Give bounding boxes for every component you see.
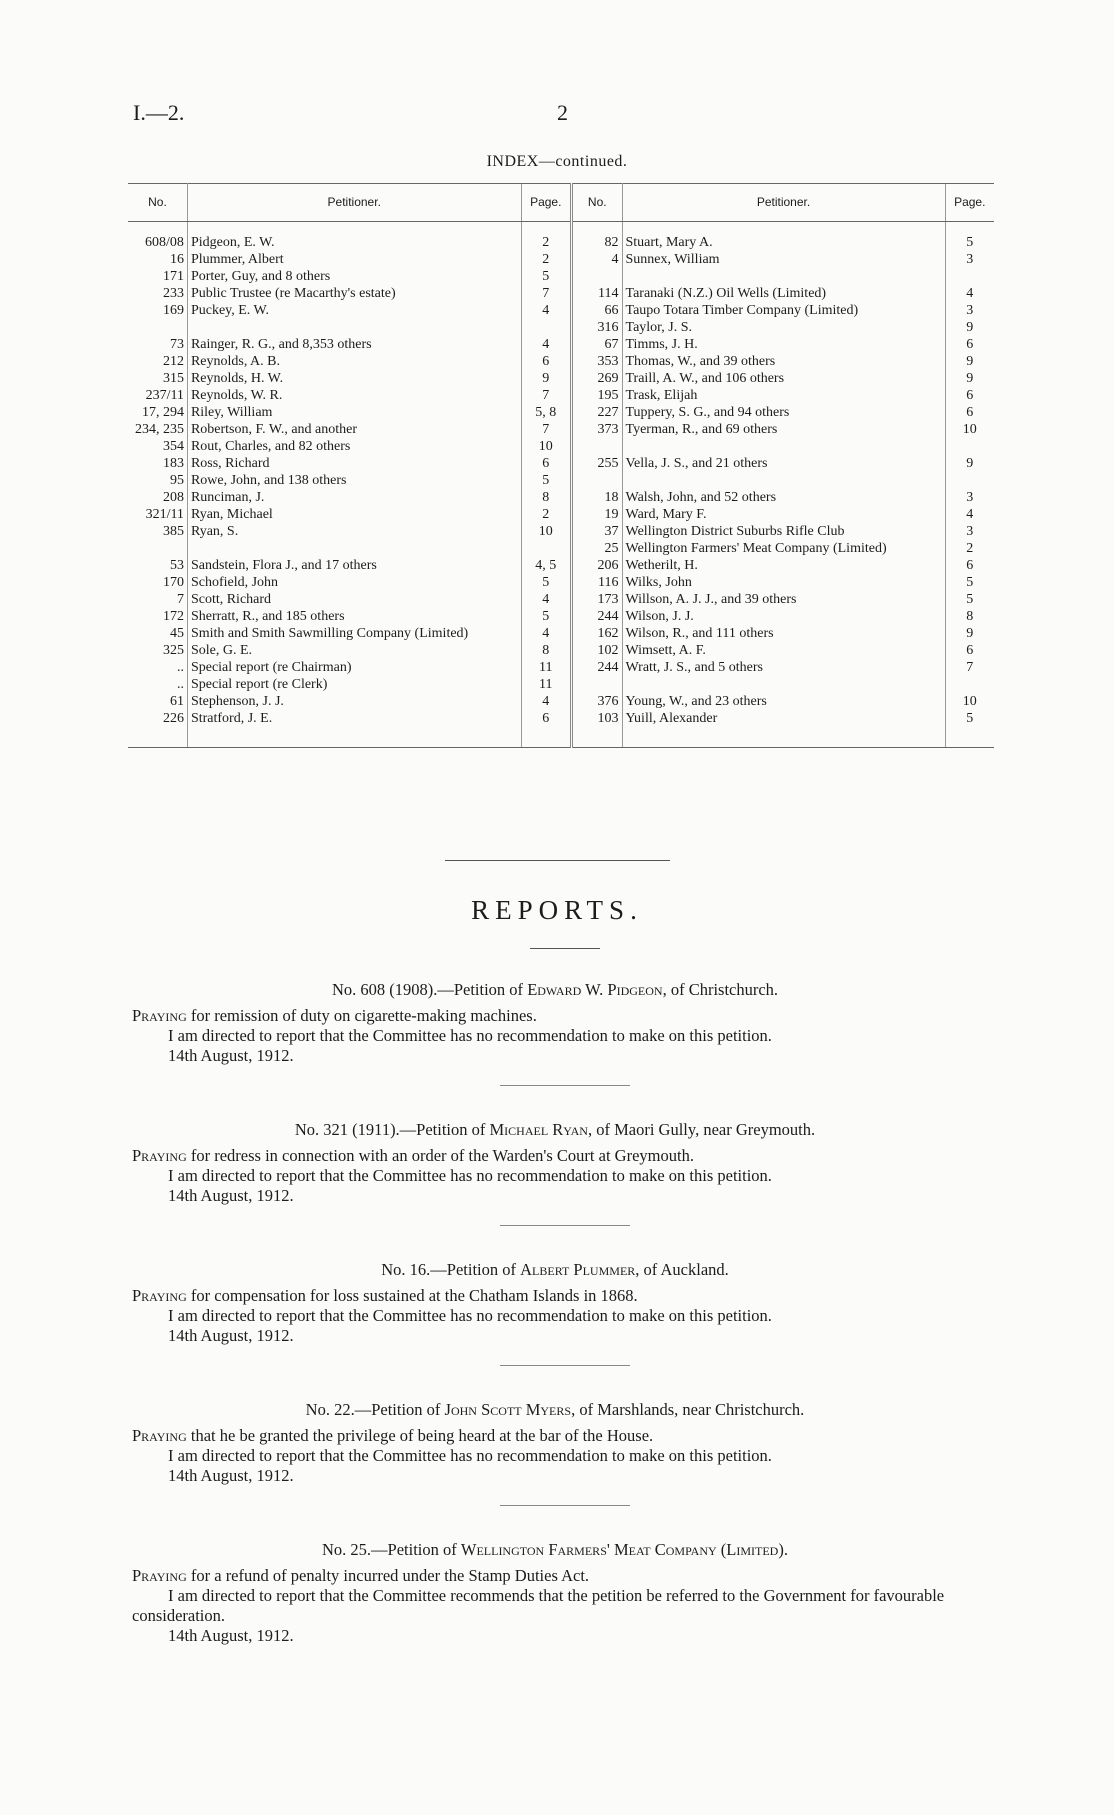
entry-page: 2 — [521, 506, 572, 523]
entry-number: 376 — [572, 693, 623, 710]
committee-report: I am directed to report that the Committee has no recommendation to make on this petition. — [168, 1446, 772, 1465]
petitioner-name — [622, 268, 945, 285]
petitioner-name: Sherratt, R., and 185 others — [190, 609, 345, 624]
index-row — [128, 506, 994, 523]
entry-number: 173 — [572, 591, 623, 608]
entry-page — [521, 540, 572, 557]
index-row — [128, 608, 994, 625]
petitioner-name — [187, 319, 521, 336]
entry-page: 4, 5 — [521, 557, 572, 574]
index-table — [128, 183, 994, 748]
entry-number: 244 — [572, 608, 623, 625]
entry-number: 95 — [128, 472, 187, 489]
petitioner-name: Sole, G. E. — [190, 643, 252, 658]
praying-text — [132, 1286, 978, 1306]
entry-number: 73 — [128, 336, 187, 353]
petition-title — [132, 1120, 978, 1140]
petition-location: , of Maori Gully, near Greymouth. — [587, 1120, 816, 1139]
entry-number: 206 — [572, 557, 623, 574]
petitioner-name: Albert Plummer — [520, 1260, 636, 1279]
entry-number: 183 — [128, 455, 187, 472]
entry-page: 2 — [945, 540, 994, 557]
petitioner-name: Willson, A. J. J., and 39 others — [625, 592, 797, 607]
col-petitioner-left: Petitioner. — [187, 184, 521, 222]
report-date: 14th August, 1912. — [168, 1466, 294, 1485]
petitioner-name: Yuill, Alexander — [622, 710, 945, 748]
entry-page: 5, 8 — [521, 404, 572, 421]
entry-page: 7 — [521, 285, 572, 302]
petitioner-name: Rout, Charles, and 82 others — [190, 439, 351, 454]
petitioner-name: Walsh, John, and 52 others — [625, 490, 777, 505]
petition-number: No. 22.—Petition of — [305, 1400, 445, 1419]
entry-page: 7 — [521, 387, 572, 404]
petitioner-name: Tuppery, S. G., and 94 others — [625, 405, 790, 420]
index-row — [128, 557, 994, 574]
petitioner-name: Pidgeon, E. W. — [190, 235, 275, 250]
col-no-left: No. — [128, 184, 187, 222]
entry-number — [572, 472, 623, 489]
index-row — [128, 222, 994, 252]
entry-page: 10 — [945, 693, 994, 710]
index-row — [128, 659, 994, 676]
praying-body: that he be granted the privilege of being heard at the bar of the House. — [186, 1426, 654, 1445]
petitioner-name: Riley, William — [190, 405, 273, 420]
entry-page: 5 — [945, 710, 994, 748]
petitioner-name: Porter, Guy, and 8 others — [190, 269, 331, 284]
entry-number — [572, 438, 623, 455]
committee-report: I am directed to report that the Committee has no recommendation to make on this petition. — [168, 1306, 772, 1325]
entry-number: 169 — [128, 302, 187, 319]
index-row — [128, 336, 994, 353]
petitioner-name: Thomas, W., and 39 others — [625, 354, 776, 369]
entry-number: 37 — [572, 523, 623, 540]
petition-report — [132, 1260, 978, 1346]
entry-number: 18 — [572, 489, 623, 506]
entry-page: 8 — [945, 608, 994, 625]
entry-page: 9 — [945, 319, 994, 336]
petitioner-name: Special report (re Chairman) — [190, 660, 352, 675]
petitioner-name: Public Trustee (re Macarthy's estate) — [190, 286, 396, 301]
entry-page: 4 — [521, 693, 572, 710]
petitioner-name: Wellington Farmers' Meat Company (Limited) — [625, 541, 887, 556]
petition-number: No. 25.—Petition of — [322, 1540, 461, 1559]
petition-divider — [500, 1085, 630, 1086]
petitioner-name: Ross, Richard — [190, 456, 270, 471]
index-row — [128, 523, 994, 540]
entry-number: 212 — [128, 353, 187, 370]
index-row — [128, 387, 994, 404]
entry-page: 6 — [945, 557, 994, 574]
entry-number: 321/11 — [128, 506, 187, 523]
petitioner-name: Stephenson, J. J. — [190, 694, 284, 709]
entry-number — [128, 540, 187, 557]
petition-location: . — [783, 1540, 788, 1559]
col-no-right: No. — [572, 184, 623, 222]
entry-page: 4 — [521, 302, 572, 319]
index-row — [128, 676, 994, 693]
praying-text — [132, 1006, 978, 1026]
petitioner-name: Traill, A. W., and 106 others — [625, 371, 785, 386]
index-row — [128, 591, 994, 608]
petitioner-name: Wellington Farmers' Meat Company (Limited) — [460, 1540, 784, 1559]
entry-page: 7 — [945, 659, 994, 676]
petitioner-name: Ryan, S. — [190, 524, 239, 539]
entry-page: 7 — [521, 421, 572, 438]
entry-page: 10 — [945, 421, 994, 438]
petitioner-name — [622, 472, 945, 489]
entry-number: 61 — [128, 693, 187, 710]
reports-heading: REPORTS. — [471, 895, 643, 925]
entry-number: 325 — [128, 642, 187, 659]
entry-number: 4 — [572, 251, 623, 268]
petition-number: No. 321 (1911).—Petition of — [294, 1120, 490, 1139]
entry-number: 244 — [572, 659, 623, 676]
petitioner-name: Edward W. Pidgeon — [527, 980, 663, 999]
praying-body: for compensation for loss sustained at the Chatham Islands in 1868. — [186, 1286, 638, 1305]
entry-page: 6 — [945, 642, 994, 659]
petitioner-name: Rowe, John, and 138 others — [190, 473, 347, 488]
praying-text — [132, 1146, 978, 1166]
entry-number — [572, 268, 623, 285]
entry-page: 5 — [521, 574, 572, 591]
index-title: INDEX—continued. — [486, 153, 628, 170]
petitioner-name: Wilson, J. J. — [625, 609, 694, 624]
praying-word: Praying — [132, 1426, 187, 1445]
index-row — [128, 693, 994, 710]
entry-page: 4 — [945, 506, 994, 523]
entry-page: 9 — [945, 370, 994, 387]
petition-title — [132, 1540, 978, 1560]
report-date: 14th August, 1912. — [168, 1626, 294, 1645]
entry-number: 227 — [572, 404, 623, 421]
praying-word: Praying — [132, 1286, 187, 1305]
entry-page: 6 — [945, 336, 994, 353]
index-row — [128, 268, 994, 285]
entry-number: 114 — [572, 285, 623, 302]
petitioner-name: Smith and Smith Sawmilling Company (Limited) — [190, 626, 469, 641]
entry-page: 4 — [945, 285, 994, 302]
petitioner-name: Reynolds, W. R. — [190, 388, 283, 403]
entry-number: 353 — [572, 353, 623, 370]
praying-body: for remission of duty on cigarette-making machines. — [186, 1006, 537, 1025]
index-row — [128, 472, 994, 489]
entry-page: 5 — [945, 574, 994, 591]
entry-number: 162 — [572, 625, 623, 642]
index-row — [128, 251, 994, 268]
entry-page: 4 — [521, 336, 572, 353]
petitioner-name: Trask, Elijah — [625, 388, 698, 403]
entry-number: 269 — [572, 370, 623, 387]
petition-title — [132, 1400, 978, 1420]
petition-report — [132, 1120, 978, 1206]
index-row — [128, 285, 994, 302]
praying-word: Praying — [132, 1006, 187, 1025]
petitioner-name: Michael Ryan — [489, 1120, 588, 1139]
entry-page: 5 — [945, 222, 994, 252]
petitioner-name: Ryan, Michael — [190, 507, 273, 522]
petition-report — [132, 1540, 978, 1646]
entry-number: 25 — [572, 540, 623, 557]
committee-report: I am directed to report that the Committee has no recommendation to make on this petition. — [168, 1026, 772, 1045]
entry-page: 9 — [945, 455, 994, 472]
petitioner-name: Wetherilt, H. — [625, 558, 698, 573]
index-row — [128, 438, 994, 455]
entry-number: 16 — [128, 251, 187, 268]
entry-page: 5 — [945, 591, 994, 608]
entry-number: .. — [128, 659, 187, 676]
entry-page: 2 — [521, 251, 572, 268]
entry-number: 53 — [128, 557, 187, 574]
petition-location: , of Marshlands, near Christchurch. — [571, 1400, 805, 1419]
entry-page: 3 — [945, 302, 994, 319]
petition-divider — [500, 1225, 630, 1226]
entry-page: 9 — [945, 353, 994, 370]
index-row — [128, 574, 994, 591]
petitioner-name: Reynolds, A. B. — [190, 354, 281, 369]
index-row — [128, 489, 994, 506]
entry-page: 6 — [521, 353, 572, 370]
petitioner-name: Wellington District Suburbs Rifle Club — [625, 524, 845, 539]
petitioner-name: Plummer, Albert — [190, 252, 284, 267]
petitioner-name: Sandstein, Flora J., and 17 others — [190, 558, 377, 573]
entry-number: 45 — [128, 625, 187, 642]
petition-location: , of Christchurch. — [662, 980, 779, 999]
petition-report — [132, 1400, 978, 1486]
entry-page: 3 — [945, 489, 994, 506]
divider-2 — [530, 948, 600, 949]
petition-report — [132, 980, 978, 1066]
entry-number: 116 — [572, 574, 623, 591]
entry-page: 4 — [521, 591, 572, 608]
divider-1 — [445, 860, 670, 861]
entry-page: 4 — [521, 625, 572, 642]
petitioner-name: Schofield, John — [190, 575, 279, 590]
petitioner-name: Taupo Totara Timber Company (Limited) — [625, 303, 859, 318]
petitioner-name: Wimsett, A. F. — [625, 643, 706, 658]
index-row — [128, 455, 994, 472]
index-header-row — [128, 184, 994, 222]
entry-number: 66 — [572, 302, 623, 319]
petition-number: No. 16.—Petition of — [381, 1260, 521, 1279]
entry-number: 170 — [128, 574, 187, 591]
index-row — [128, 404, 994, 421]
entry-number: 354 — [128, 438, 187, 455]
petitioner-name: Stratford, J. E. — [187, 710, 521, 748]
entry-page: 6 — [945, 404, 994, 421]
petitioner-name: Tyerman, R., and 69 others — [625, 422, 778, 437]
petitioner-name: Wilson, R., and 111 others — [625, 626, 774, 641]
committee-report: I am directed to report that the Committee has no recommendation to make on this petition. — [168, 1166, 772, 1185]
entry-page: 11 — [521, 676, 572, 693]
entry-page: 6 — [521, 710, 572, 748]
index-row — [128, 625, 994, 642]
entry-page: 3 — [945, 251, 994, 268]
entry-page — [945, 676, 994, 693]
index-row — [128, 421, 994, 438]
col-petitioner-right: Petitioner. — [622, 184, 945, 222]
entry-page: 11 — [521, 659, 572, 676]
entry-number: 226 — [128, 710, 187, 748]
praying-body: for redress in connection with an order of the Warden's Court at Greymouth. — [186, 1146, 694, 1165]
petitioner-name: Taylor, J. S. — [625, 320, 693, 335]
entry-page — [945, 268, 994, 285]
entry-page: 6 — [521, 455, 572, 472]
petition-divider — [500, 1505, 630, 1506]
petitioner-name: Puckey, E. W. — [190, 303, 269, 318]
entry-page: 10 — [521, 438, 572, 455]
committee-report: I am directed to report that the Committee recommends that the petition be referred to the Government for favourable consideration. — [132, 1586, 945, 1625]
entry-page: 6 — [945, 387, 994, 404]
praying-word: Praying — [132, 1566, 187, 1585]
entry-number — [572, 676, 623, 693]
entry-number: 171 — [128, 268, 187, 285]
entry-page — [945, 472, 994, 489]
petitioner-name: Scott, Richard — [190, 592, 272, 607]
page-number: 2 — [557, 100, 568, 125]
report-date: 14th August, 1912. — [168, 1186, 294, 1205]
entry-number: 82 — [572, 222, 623, 252]
index-row — [128, 710, 994, 748]
report-date: 14th August, 1912. — [168, 1326, 294, 1345]
petitioner-name: Runciman, J. — [190, 490, 265, 505]
petitioner-name: Timms, J. H. — [625, 337, 698, 352]
entry-number: 233 — [128, 285, 187, 302]
petitioner-name: Rainger, R. G., and 8,353 others — [190, 337, 372, 352]
petitioner-name: Reynolds, H. W. — [190, 371, 284, 386]
petitioner-name: Stuart, Mary A. — [625, 235, 713, 250]
entry-number: .. — [128, 676, 187, 693]
petitioner-name: Vella, J. S., and 21 others — [625, 456, 768, 471]
entry-page: 10 — [521, 523, 572, 540]
petitioner-name: Wilks, John — [625, 575, 692, 590]
praying-text — [132, 1426, 978, 1446]
entry-page: 9 — [521, 370, 572, 387]
entry-page: 5 — [521, 608, 572, 625]
petitioner-name: Taranaki (N.Z.) Oil Wells (Limited) — [625, 286, 827, 301]
petitioner-name — [622, 676, 945, 693]
entry-page: 8 — [521, 642, 572, 659]
petitioner-name: Young, W., and 23 others — [625, 694, 767, 709]
entry-number: 7 — [128, 591, 187, 608]
col-page-right: Page. — [945, 184, 994, 222]
index-row — [128, 370, 994, 387]
index-row — [128, 319, 994, 336]
entry-number: 19 — [572, 506, 623, 523]
entry-number: 208 — [128, 489, 187, 506]
entry-number: 608/08 — [128, 222, 187, 252]
entry-number: 172 — [128, 608, 187, 625]
entry-number: 315 — [128, 370, 187, 387]
index-body — [128, 222, 994, 748]
index-table-container — [128, 183, 994, 748]
index-row — [128, 302, 994, 319]
entry-number: 195 — [572, 387, 623, 404]
entry-number: 385 — [128, 523, 187, 540]
entry-page: 2 — [521, 222, 572, 252]
entry-number — [128, 319, 187, 336]
entry-page — [945, 438, 994, 455]
entry-number: 373 — [572, 421, 623, 438]
praying-word: Praying — [132, 1146, 187, 1165]
entry-page: 5 — [521, 472, 572, 489]
entry-number: 102 — [572, 642, 623, 659]
report-date: 14th August, 1912. — [168, 1046, 294, 1065]
entry-number: 67 — [572, 336, 623, 353]
praying-text — [132, 1566, 978, 1586]
praying-body: for a refund of penalty incurred under the Stamp Duties Act. — [186, 1566, 590, 1585]
index-row — [128, 540, 994, 557]
petitioner-name: Sunnex, William — [625, 252, 720, 267]
petition-title — [132, 1260, 978, 1280]
entry-page: 9 — [945, 625, 994, 642]
entry-number: 17, 294 — [128, 404, 187, 421]
entry-number: 237/11 — [128, 387, 187, 404]
index-row — [128, 642, 994, 659]
petition-divider — [500, 1365, 630, 1366]
entry-number: 255 — [572, 455, 623, 472]
petitioner-name — [622, 438, 945, 455]
entry-number: 316 — [572, 319, 623, 336]
petitioner-name: Wratt, J. S., and 5 others — [625, 660, 763, 675]
entry-page: 3 — [945, 523, 994, 540]
petitioner-name: Ward, Mary F. — [625, 507, 707, 522]
petitioner-name: Special report (re Clerk) — [190, 677, 328, 692]
entry-page: 8 — [521, 489, 572, 506]
col-page-left: Page. — [521, 184, 572, 222]
entry-number: 234, 235 — [128, 421, 187, 438]
index-row — [128, 353, 994, 370]
petitioner-name: Robertson, F. W., and another — [190, 422, 358, 437]
petition-number: No. 608 (1908).—Petition of — [331, 980, 528, 999]
petitioner-name: John Scott Myers — [444, 1400, 572, 1419]
page-header-left: I.—2. — [133, 100, 185, 125]
petition-title — [132, 980, 978, 1000]
petitioner-name — [187, 540, 521, 557]
entry-page — [521, 319, 572, 336]
petition-location: , of Auckland. — [635, 1260, 729, 1279]
entry-page: 5 — [521, 268, 572, 285]
entry-number: 103 — [572, 710, 623, 748]
